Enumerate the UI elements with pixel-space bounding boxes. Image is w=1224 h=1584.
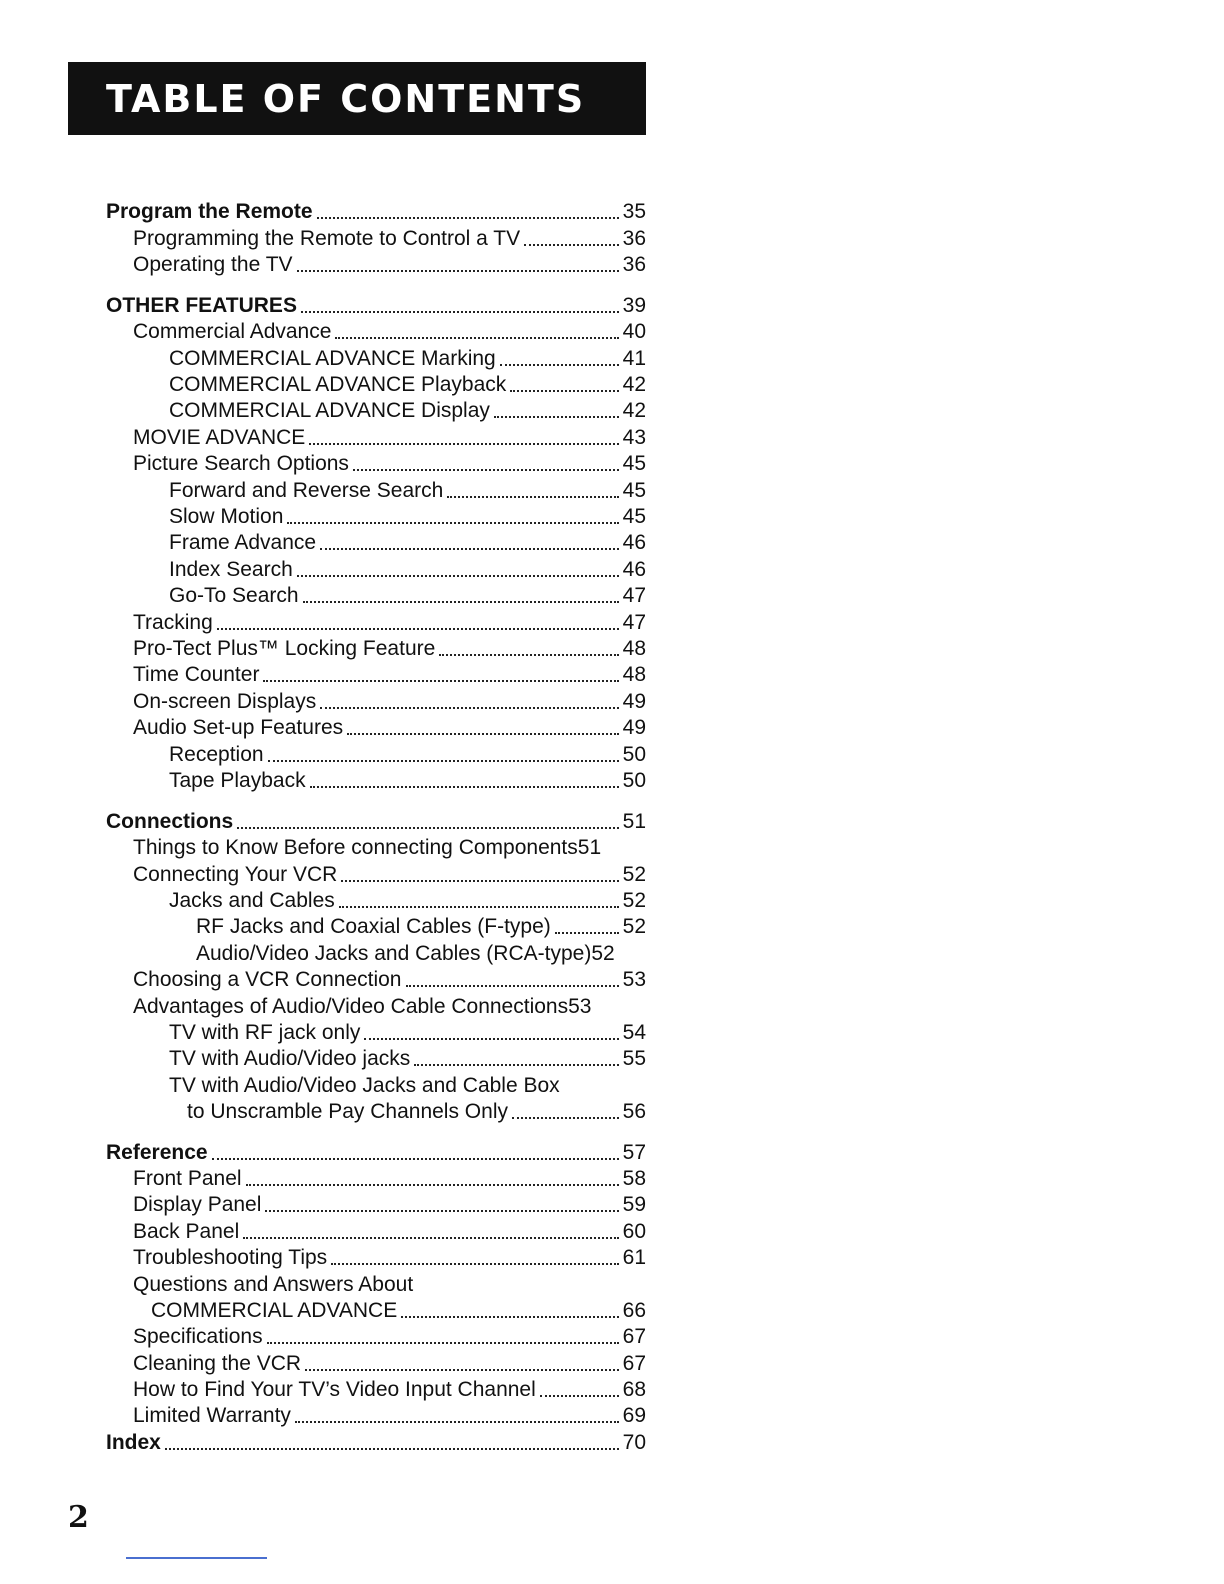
- toc-entry-page: 51: [622, 810, 646, 833]
- toc-entry-page: 48: [622, 637, 646, 660]
- toc-entry: [169, 398, 646, 424]
- toc-entry-page: 56: [622, 1100, 646, 1123]
- toc-entry-label: Programming the Remote to Control a TV: [133, 227, 521, 250]
- toc-entry-label: Choosing a VCR Connection: [133, 968, 402, 991]
- toc-entry-page: 47: [622, 611, 646, 634]
- toc-section-heading: [106, 809, 646, 835]
- toc-entry: [169, 742, 646, 768]
- toc-entry-label: Questions and Answers About: [133, 1273, 414, 1296]
- toc-entry-label: Connections: [106, 810, 234, 833]
- toc-entry-page: 53: [622, 968, 646, 991]
- toc-entry-label: Reference: [106, 1141, 208, 1164]
- toc-entry-label: On-screen Displays: [133, 690, 317, 713]
- toc-dot-leader: [217, 627, 619, 630]
- toc-dot-leader: [540, 1394, 619, 1397]
- toc-entry: [169, 1073, 560, 1099]
- toc-entry: [133, 226, 646, 252]
- toc-dot-leader: [500, 363, 619, 366]
- toc-entry: [169, 504, 646, 530]
- toc-dot-leader: [268, 759, 619, 762]
- toc-entry: [133, 967, 646, 993]
- toc-entry-page: 66: [622, 1299, 646, 1322]
- toc-dot-leader: [303, 600, 619, 603]
- toc-dot-leader: [510, 389, 618, 392]
- page-title: TABLE OF CONTENTS: [106, 76, 586, 121]
- toc-entry: [169, 530, 646, 556]
- toc-entry: [133, 1245, 646, 1271]
- toc-entry: [133, 636, 646, 662]
- toc-dot-leader: [165, 1447, 619, 1450]
- toc-entry: [133, 662, 646, 688]
- toc-entry-page: 45: [622, 479, 646, 502]
- toc-entry: [133, 451, 646, 477]
- toc-entry-page: 36: [622, 253, 646, 276]
- toc-entry-label: Connecting Your VCR: [133, 863, 338, 886]
- toc-entry-page: 35: [622, 200, 646, 223]
- footer-rule: [126, 1557, 267, 1559]
- toc-section-heading: [106, 1140, 646, 1166]
- toc-entry-label: Slow Motion: [169, 505, 284, 528]
- toc-entry-label: Front Panel: [133, 1167, 242, 1190]
- toc-dot-leader: [297, 269, 619, 272]
- toc-entry-label: Back Panel: [133, 1220, 240, 1243]
- toc-entry: [133, 689, 646, 715]
- toc-entry-page: 52: [622, 863, 646, 886]
- toc-dot-leader: [297, 574, 619, 577]
- toc-entry-page: 46: [622, 531, 646, 554]
- toc-entry: [169, 768, 646, 794]
- toc-entry-page: 49: [622, 690, 646, 713]
- toc-entry: [133, 252, 646, 278]
- toc-entry: [133, 1324, 646, 1350]
- toc-entry-label: Frame Advance: [169, 531, 317, 554]
- toc-entry: [133, 835, 646, 861]
- toc-dot-leader: [295, 1420, 619, 1423]
- toc-dot-leader: [555, 931, 619, 934]
- toc-entry: [133, 715, 646, 741]
- toc-dot-leader: [494, 415, 619, 418]
- toc-entry: [133, 1403, 646, 1429]
- toc-entry-label: COMMERCIAL ADVANCE Display: [169, 399, 490, 422]
- toc-entry: [133, 1219, 646, 1245]
- toc-entry: [187, 1099, 646, 1125]
- toc-entry: [169, 1020, 646, 1046]
- toc-entry-label: Index Search: [169, 558, 293, 581]
- toc-dot-leader: [401, 1315, 618, 1318]
- toc-dot-leader: [243, 1236, 618, 1239]
- toc-entry-page: 61: [622, 1246, 646, 1269]
- toc-dot-leader: [331, 1262, 618, 1265]
- toc-entry-page: 50: [622, 769, 646, 792]
- toc-section-heading: [106, 293, 646, 319]
- toc-entry: [133, 1272, 413, 1298]
- toc-entry-label: Audio/Video Jacks and Cables (RCA-type): [196, 942, 592, 965]
- toc-entry-label: Cleaning the VCR: [133, 1352, 302, 1375]
- toc-section-heading: [106, 199, 646, 225]
- toc-entry-label: How to Find Your TV’s Video Input Channel: [133, 1378, 536, 1401]
- toc-dot-leader: [447, 495, 618, 498]
- toc-entry: [169, 346, 646, 372]
- toc-entry-page: 36: [622, 227, 646, 250]
- toc-entry-page: 51: [577, 836, 602, 859]
- toc-entry-label: TV with RF jack only: [169, 1021, 361, 1044]
- toc-entry-label: Program the Remote: [106, 200, 313, 223]
- toc-entry-page: 57: [622, 1141, 646, 1164]
- toc-dot-leader: [267, 1341, 619, 1344]
- toc-dot-leader: [305, 1368, 619, 1371]
- toc-entry-label: Limited Warranty: [133, 1404, 291, 1427]
- toc-entry: [196, 914, 646, 940]
- toc-entry: [169, 888, 646, 914]
- toc-entry-label: Things to Know Before connecting Components: [133, 836, 578, 859]
- toc-entry-page: 39: [622, 294, 646, 317]
- toc-dot-leader: [341, 879, 618, 882]
- toc-entry-label: MOVIE ADVANCE: [133, 426, 306, 449]
- toc-entry-page: 59: [622, 1193, 646, 1216]
- toc-entry-label: Tape Playback: [169, 769, 306, 792]
- toc-entry-page: 40: [622, 320, 646, 343]
- toc-entry-label: Time Counter: [133, 663, 260, 686]
- toc-entry: [133, 1192, 646, 1218]
- toc-entry: [133, 319, 646, 345]
- page-number: 2: [68, 1500, 89, 1535]
- toc-entry-page: 50: [622, 743, 646, 766]
- toc-entry-label: COMMERCIAL ADVANCE Marking: [169, 347, 496, 370]
- toc-entry-page: 47: [622, 584, 646, 607]
- toc-entry-label: Commercial Advance: [133, 320, 332, 343]
- toc-dot-leader: [212, 1157, 619, 1160]
- toc-entry: [133, 1377, 646, 1403]
- toc-dot-leader: [364, 1037, 618, 1040]
- toc-entry-page: 52: [622, 889, 646, 912]
- toc-dot-leader: [439, 653, 618, 656]
- toc-dot-leader: [310, 785, 619, 788]
- toc-entry-label: COMMERCIAL ADVANCE: [151, 1299, 398, 1322]
- toc-entry-page: 67: [622, 1352, 646, 1375]
- toc-dot-leader: [353, 468, 619, 471]
- toc-entry: [133, 425, 646, 451]
- toc-entry-page: 70: [622, 1431, 646, 1454]
- toc-entry-label: Audio Set-up Features: [133, 716, 344, 739]
- toc-dot-leader: [309, 442, 618, 445]
- toc-entry-page: 58: [622, 1167, 646, 1190]
- toc-dot-leader: [237, 826, 618, 829]
- toc-entry-page: 48: [622, 663, 646, 686]
- toc-entry-label: Pro-Tect Plus™ Locking Feature: [133, 637, 436, 660]
- toc-dot-leader: [406, 984, 619, 987]
- toc-entry-page: 52: [622, 915, 646, 938]
- toc-entry-page: 42: [622, 373, 646, 396]
- toc-entry-label: Forward and Reverse Search: [169, 479, 444, 502]
- toc-dot-leader: [317, 216, 619, 219]
- toc-dot-leader: [347, 732, 619, 735]
- toc-entry-label: COMMERCIAL ADVANCE Playback: [169, 373, 507, 396]
- toc-dot-leader: [339, 905, 619, 908]
- toc-entry-label: Jacks and Cables: [169, 889, 335, 912]
- toc-entry-page: 60: [622, 1220, 646, 1243]
- toc-dot-leader: [320, 547, 619, 550]
- toc-entry-page: 67: [622, 1325, 646, 1348]
- toc-entry-page: 41: [622, 347, 646, 370]
- toc-entry-label: RF Jacks and Coaxial Cables (F-type): [196, 915, 551, 938]
- toc-entry-page: 43: [622, 426, 646, 449]
- toc-entry-page: 69: [622, 1404, 646, 1427]
- toc-entry-label: Go-To Search: [169, 584, 299, 607]
- toc-entry: [169, 583, 646, 609]
- toc-entry: [133, 994, 646, 1020]
- toc-dot-leader: [263, 679, 618, 682]
- toc-entry-label: Troubleshooting Tips: [133, 1246, 328, 1269]
- toc-entry-page: 52: [591, 942, 615, 965]
- toc-entry-page: 49: [622, 716, 646, 739]
- toc-entry: [169, 557, 646, 583]
- toc-dot-leader: [265, 1209, 618, 1212]
- toc-entry-label: TV with Audio/Video Jacks and Cable Box: [169, 1074, 560, 1097]
- toc-section-heading: [106, 1430, 646, 1456]
- toc-entry-page: 53: [568, 995, 592, 1018]
- toc-dot-leader: [414, 1063, 618, 1066]
- toc-entry: [133, 862, 646, 888]
- toc-entry-page: 45: [622, 452, 646, 475]
- toc-entry-page: 45: [622, 505, 646, 528]
- toc-dot-leader: [320, 706, 618, 709]
- toc-entry: [169, 1046, 646, 1072]
- toc-entry: [169, 478, 646, 504]
- toc-entry-page: 55: [622, 1047, 646, 1070]
- toc-entry: [133, 1351, 646, 1377]
- toc-entry-label: TV with Audio/Video jacks: [169, 1047, 411, 1070]
- toc-entry: [133, 1166, 646, 1192]
- toc-entry-label: Advantages of Audio/Video Cable Connections: [133, 995, 569, 1018]
- toc-entry-page: 68: [622, 1378, 646, 1401]
- toc-dot-leader: [301, 310, 619, 313]
- toc-entry-label: Reception: [169, 743, 264, 766]
- toc-entry-page: 46: [622, 558, 646, 581]
- toc-entry-page: 42: [622, 399, 646, 422]
- toc-dot-leader: [524, 243, 619, 246]
- toc-entry-label: to Unscramble Pay Channels Only: [187, 1100, 508, 1123]
- toc-entry-label: Display Panel: [133, 1193, 262, 1216]
- toc-entry-label: OTHER FEATURES: [106, 294, 297, 317]
- toc-entry-label: Index: [106, 1431, 161, 1454]
- toc-entry-label: Specifications: [133, 1325, 263, 1348]
- toc-entry-page: 54: [622, 1021, 646, 1044]
- toc-dot-leader: [287, 521, 618, 524]
- toc-dot-leader: [246, 1183, 619, 1186]
- toc-entry: [133, 610, 646, 636]
- toc-entry: [151, 1298, 646, 1324]
- toc-entry: [196, 941, 646, 967]
- toc-entry-label: Picture Search Options: [133, 452, 349, 475]
- toc-entry: [169, 372, 646, 398]
- toc-entry-label: Tracking: [133, 611, 213, 634]
- toc-dot-leader: [512, 1116, 619, 1119]
- toc-entry-label: Operating the TV: [133, 253, 293, 276]
- toc-dot-leader: [335, 336, 618, 339]
